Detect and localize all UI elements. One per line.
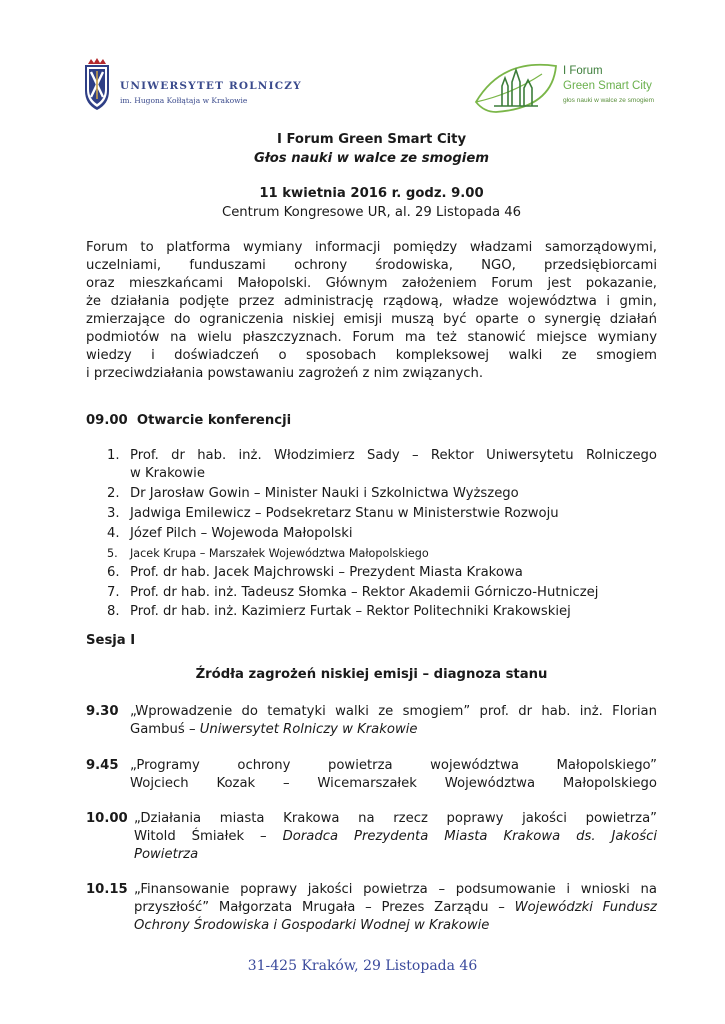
list-number: 8.: [107, 604, 120, 619]
event-venue: Centrum Kongresowe UR, al. 29 Listopada 46: [221, 205, 522, 220]
talk-affiliation-continued: Ochrony Środowiska i Gospodarki Wodnej w Krakowie: [134, 918, 490, 933]
list-number: 3.: [107, 506, 120, 521]
event-date: 11 kwietnia 2016 r. godz. 9.00: [259, 186, 484, 201]
university-name: UNIWERSYTET ROLNICZY: [120, 80, 302, 92]
list-number: 7.: [107, 585, 120, 600]
talk-speaker-name: Witold Śmiałek –: [134, 829, 283, 844]
speaker-item-continued: w Krakowie: [130, 466, 205, 481]
list-number: 4.: [107, 526, 120, 541]
speaker-item: Dr Jarosław Gowin – Minister Nauki i Szkolnictwa Wyższego: [130, 486, 519, 501]
talk-speaker-name: Gambuś –: [130, 722, 200, 737]
list-number: 5.: [107, 547, 118, 560]
talk-title: „Finansowanie poprawy jakości powietrza – podsumowanie i wnioski na: [134, 882, 657, 897]
talk-title: „Działania miasta Krakowa na rzecz poprawy jakości powietrza”: [134, 811, 657, 826]
talk-time: 9.45: [86, 758, 119, 773]
list-number: 2.: [107, 486, 120, 501]
document-subtitle: Głos nauki w walce ze smogiem: [253, 151, 490, 166]
paragraph-line: że działania podjęte przez administrację rządową, władze województwa i gmin,: [86, 294, 657, 309]
speaker-role: Marszałek Województwa Małopolskiego: [208, 547, 429, 560]
list-number: 6.: [107, 565, 120, 580]
talk-affiliation: Wojewódzki Fundusz: [514, 900, 657, 915]
opening-time: 09.00: [86, 413, 128, 428]
university-crest-icon: [82, 57, 112, 111]
speaker-item: Józef Pilch – Wojewoda Małopolski: [130, 526, 353, 541]
university-subtitle: im. Hugona Kołłątaja w Krakowie: [120, 96, 248, 105]
forum-logo-name: Green Smart City: [563, 80, 652, 92]
footer-address: 31-425 Kraków, 29 Listopada 46: [247, 958, 478, 974]
session-label: Sesja I: [86, 633, 136, 648]
document-title: I Forum Green Smart City: [276, 132, 467, 147]
paragraph-line: uczelniami, funduszami ochrony środowiska, NGO, przedsiębiorcami: [86, 258, 657, 273]
paragraph-line: Forum to platforma wymiany informacji pomiędzy władzami samorządowymi,: [86, 240, 657, 255]
speaker-item: Jadwiga Emilewicz – Podsekretarz Stanu w Ministerstwie Rozwoju: [130, 506, 559, 521]
session-title: Źródła zagrożeń niskiej emisji – diagnoza stanu: [195, 667, 548, 682]
university-logo: [82, 57, 302, 113]
talk-title: „Wprowadzenie do tematyki walki ze smogiem” prof. dr hab. inż. Florian: [130, 704, 657, 719]
talk-affiliation-continued: Powietrza: [134, 847, 199, 862]
talk-title: „Programy ochrony powietrza województwa Małopolskiego”: [130, 758, 657, 773]
forum-leaf-icon: [472, 56, 560, 118]
talk-affiliation: Uniwersytet Rolniczy w Krakowie: [199, 722, 418, 737]
paragraph-line: wiedzy i doświadczeń o sposobach kompleksowej walki ze smogiem: [86, 348, 657, 363]
list-number: 1.: [107, 448, 120, 463]
paragraph-line: podmiotów na wielu płaszczyznach. Forum ma też stanowić miejsce wymiany: [86, 330, 657, 345]
talk-speaker: Wojciech Kozak – Wicemarszałek Województwa Małopolskiego: [130, 776, 657, 791]
paragraph-line: i przeciwdziałania powstawaniu zagrożeń z nim związanych.: [86, 366, 484, 381]
talk-speaker: [130, 721, 418, 739]
paragraph-line: zmierzające do ograniczenia niskiej emisji muszą być oparte o synergię działań: [86, 312, 657, 327]
speaker-name: Jacek Krupa –: [130, 547, 209, 560]
speaker-item: Prof. dr hab. inż. Włodzimierz Sady – Rektor Uniwersytetu Rolniczego: [130, 448, 657, 463]
talk-speaker: [134, 899, 657, 917]
speaker-item: Prof. dr hab. inż. Tadeusz Słomka – Rektor Akademii Górniczo-Hutniczej: [130, 585, 599, 600]
opening-heading: [86, 412, 291, 430]
opening-label: Otwarcie konferencji: [136, 413, 292, 428]
talk-speaker-name: przyszłość” Małgorzata Mrugała – Prezes Zarządu –: [134, 900, 515, 915]
forum-logo-title: I Forum: [563, 65, 603, 77]
speaker-item: [130, 545, 429, 563]
talk-time: 10.00: [86, 811, 128, 826]
talk-time: 9.30: [86, 704, 119, 719]
talk-speaker: [134, 828, 657, 846]
talk-affiliation: Doradca Prezydenta Miasta Krakowa ds. Jakości: [282, 829, 657, 844]
talk-time: 10.15: [86, 882, 128, 897]
forum-logo: [472, 56, 672, 118]
speaker-item: Prof. dr hab. inż. Kazimierz Furtak – Rektor Politechniki Krakowskiej: [130, 604, 571, 619]
forum-logo-tagline: głos nauki w walce ze smogiem: [563, 97, 655, 104]
paragraph-line: oraz mieszkańcami Małopolski. Głównym założeniem Forum jest pokazanie,: [86, 276, 657, 291]
speaker-item: Prof. dr hab. Jacek Majchrowski – Prezydent Miasta Krakowa: [130, 565, 523, 580]
